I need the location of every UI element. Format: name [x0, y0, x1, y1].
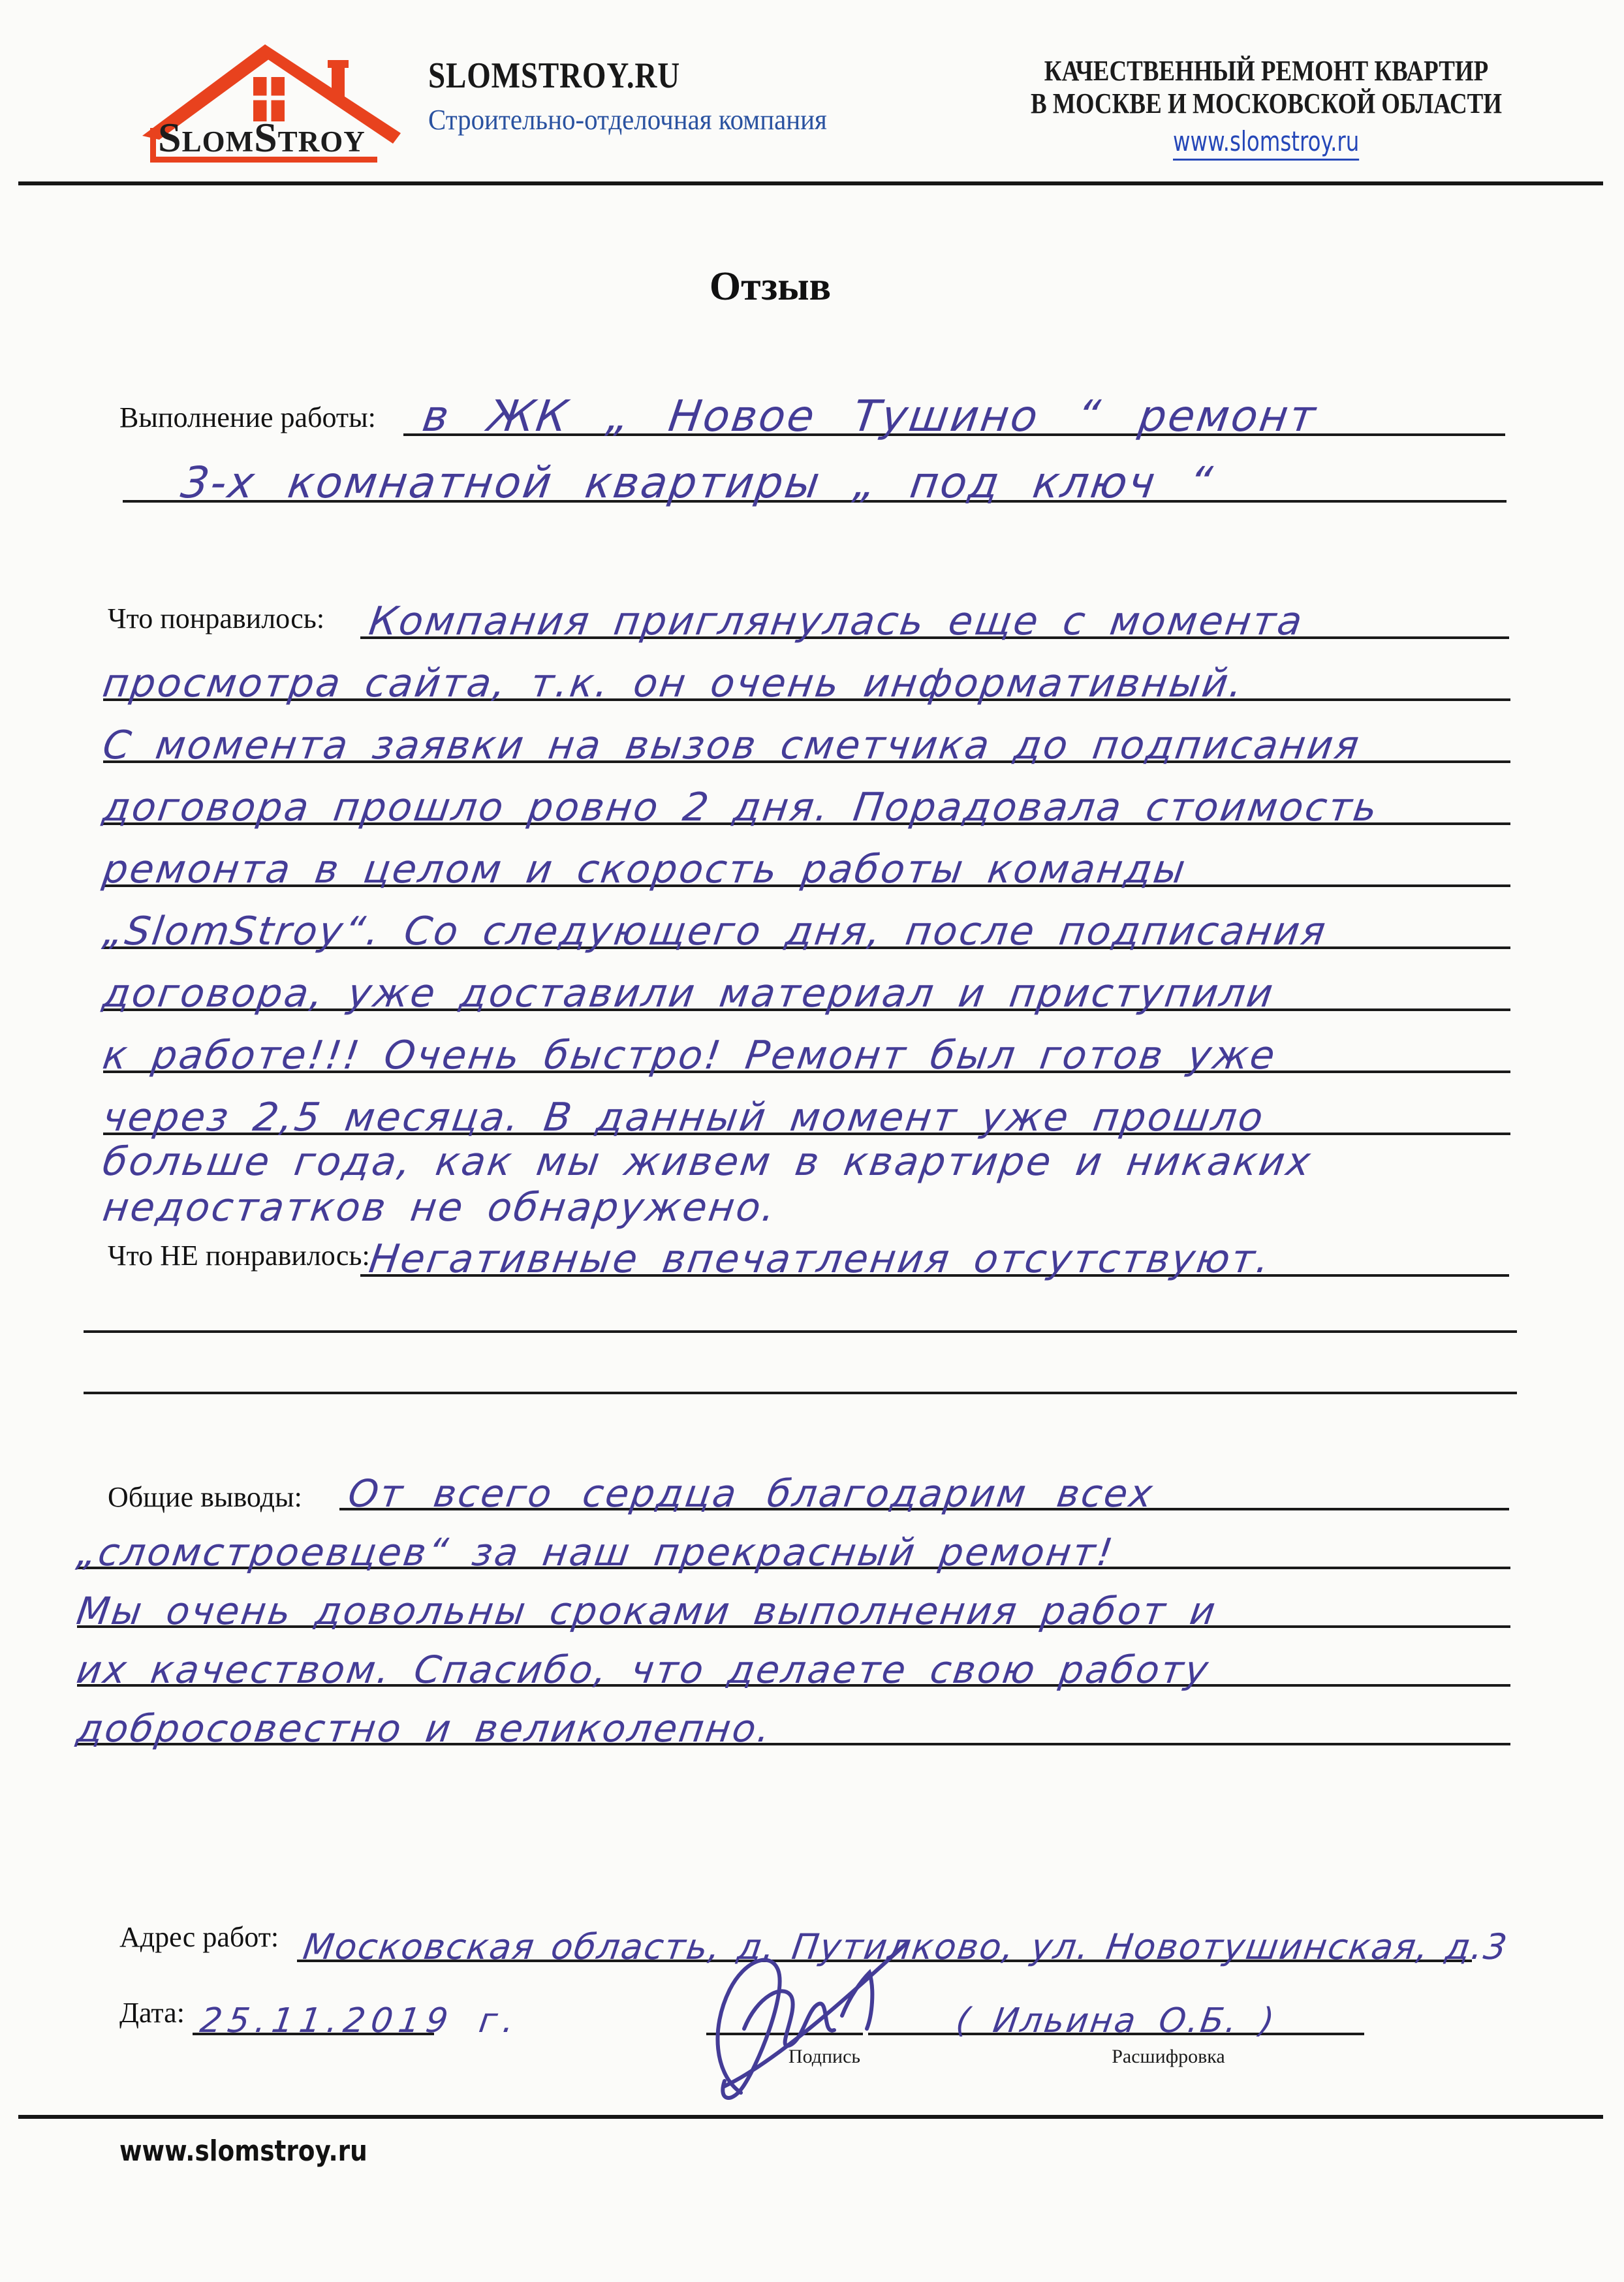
slomstroy-house-logo-icon — [137, 30, 406, 166]
handwritten-date: 25.11.2019 г. — [197, 2001, 523, 2040]
work-label: Выполнение работы: — [119, 401, 376, 433]
handwritten-text: 3-х комнатной квартиры „ под ключ “ — [178, 458, 1217, 508]
ruled-line — [74, 1625, 1510, 1692]
header-website-link: www.slomstroy.ru — [1173, 125, 1359, 161]
handwritten-text: договора, уже доставили материал и приступили — [100, 971, 1278, 1016]
handwritten-text: просмотра сайта, т.к. он очень информативный. — [100, 661, 1247, 706]
ruled-line — [403, 363, 1505, 441]
tagline-line1: КАЧЕСТВЕННЫЙ РЕМОНТ КВАРТИР — [1044, 55, 1489, 87]
ruled-line — [100, 757, 1510, 830]
handwritten-text: Негативные впечатления отсутствуют. — [366, 1236, 1274, 1282]
site-title: SLOMSTROY.RU — [428, 55, 681, 96]
handwritten-name: ( Ильина О.Б. ) — [954, 2001, 1279, 2040]
ruled-line — [74, 1684, 1510, 1751]
tagline-line2: В МОСКВЕ И МОСКОВСКОЙ ОБЛАСТИ — [1030, 87, 1503, 119]
ruled-line — [74, 1567, 1510, 1633]
page-title: Отзыв — [709, 264, 832, 309]
ruled-line — [360, 1209, 1509, 1282]
handwritten-text: Мы очень довольны сроками выполнения работ и — [74, 1589, 1220, 1633]
signature-caption: Подпись — [788, 2046, 861, 2067]
handwritten-text: через 2,5 месяца. В данный момент уже прошло — [100, 1095, 1268, 1140]
handwritten-address: Московская область, д. Путилково, ул. Новотушинская, д.3 — [300, 1926, 1511, 1967]
handwritten-text: к работе!!! Очень быстро! Ремонт был готов уже — [100, 1033, 1280, 1078]
address-label: Адрес работ: — [119, 1921, 279, 1953]
footer-divider — [18, 2115, 1603, 2119]
ruled-line — [100, 943, 1510, 1016]
name-caption: Расшифровка — [1112, 2046, 1225, 2067]
empty-ruled-line — [84, 1330, 1517, 1333]
ruled-line — [100, 819, 1510, 892]
ruled-line — [193, 1970, 523, 2040]
ruled-line — [123, 432, 1507, 508]
ruled-line — [74, 1508, 1510, 1574]
header-tagline — [1025, 55, 1507, 161]
liked-label: Что понравилось: — [108, 602, 325, 634]
ruled-line — [339, 1445, 1509, 1516]
handwritten-text: договора прошло ровно 2 дня. Порадовала стоимость — [100, 785, 1382, 830]
header-divider — [18, 181, 1603, 185]
handwritten-text: С момента заявки на вызов сметчика до подписания — [100, 723, 1364, 768]
footer-website-link: www.slomstroy.ru — [119, 2134, 367, 2168]
handwritten-text: больше года, как мы живем в квартире и никаких — [100, 1139, 1315, 1185]
disliked-label: Что НЕ понравилось: — [108, 1240, 370, 1272]
date-label: Дата: — [119, 1997, 185, 2029]
ruled-line — [100, 881, 1510, 954]
handwritten-text: добросовестно и великолепно. — [74, 1706, 775, 1751]
handwritten-text: ремонта в целом и скорость работы команды — [100, 847, 1190, 892]
ruled-line — [100, 1005, 1510, 1078]
ruled-line — [100, 695, 1510, 768]
handwritten-text: „сломстроевцев“ за наш прекрасный ремонт! — [74, 1530, 1117, 1574]
handwritten-text: их качеством. Спасибо, что делаете свою работу — [74, 1648, 1213, 1692]
site-subtitle: Строительно-отделочная компания — [428, 104, 827, 136]
handwritten-text: в ЖК „ Новое Тушино “ ремонт — [419, 391, 1320, 441]
conclusions-label: Общие выводы: — [108, 1481, 302, 1513]
ruled-line — [360, 571, 1509, 644]
ruled-line — [100, 1067, 1510, 1140]
handwritten-text: Компания приглянулась еще с момента — [366, 599, 1307, 644]
handwritten-text: От всего сердца благодарим всех — [345, 1471, 1157, 1516]
ruled-line — [100, 633, 1510, 706]
handwritten-text: „SlomStroy“. Со следующего дня, после подписания — [100, 909, 1330, 954]
logo-wordmark: SlomStroy — [158, 114, 366, 161]
name-line — [868, 1970, 1364, 2040]
empty-ruled-line — [84, 1392, 1517, 1394]
handwritten-free-line — [100, 1139, 1315, 1185]
handwritten-text: недостатков не обнаружено. — [100, 1185, 780, 1230]
